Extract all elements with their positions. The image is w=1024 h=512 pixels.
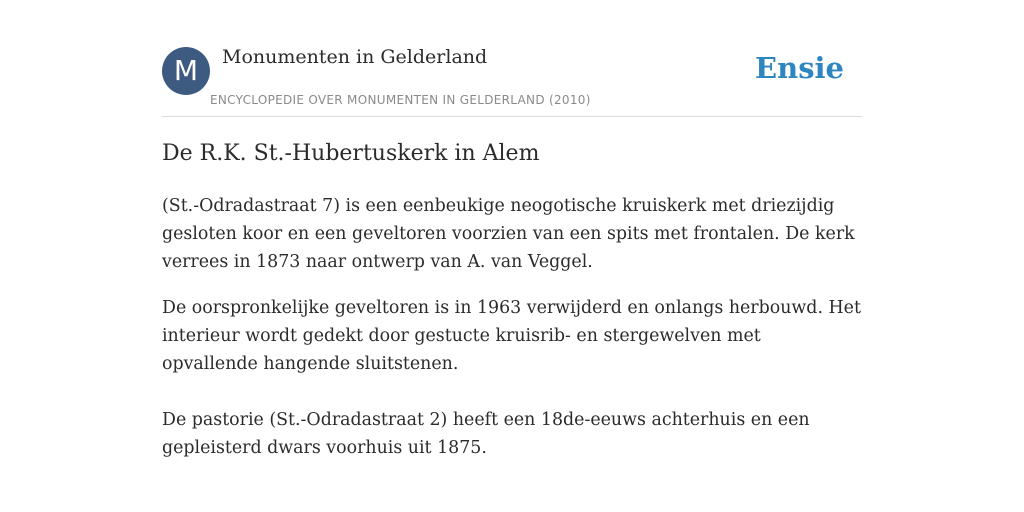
source-avatar[interactable]: M <box>162 47 210 95</box>
source-header <box>162 0 862 117</box>
article-paragraph: De oorspronkelijke geveltoren is in 1963 verwijderd en onlangs herbouwd. Het interieur wordt gedekt door gestucte kruisrib- en stergewelven met opvallende hangende sluitstenen. <box>162 298 861 374</box>
article-title: De R.K. St.-Hubertuskerk in Alem <box>162 141 540 166</box>
source-subtitle: ENCYCLOPEDIE OVER MONUMENTEN IN GELDERLAND (2010) <box>210 93 591 107</box>
source-title[interactable]: Monumenten in Gelderland <box>222 46 488 68</box>
article-paragraph: De pastorie (St.-Odradastraat 2) heeft een 18de-eeuws achterhuis en een gepleisterd dwars voorhuis uit 1875. <box>162 410 810 458</box>
article-card <box>162 0 862 512</box>
brand-logo[interactable]: Ensie <box>755 51 844 85</box>
article-body <box>162 192 862 462</box>
article-paragraph: (St.-Odradastraat 7) is een eenbeukige neogotische kruiskerk met driezijdig gesloten koor en een geveltoren voorzien van een spits met frontalen. De kerk verrees in 1873 naar ontwerp van A. van Veggel. <box>162 196 855 272</box>
